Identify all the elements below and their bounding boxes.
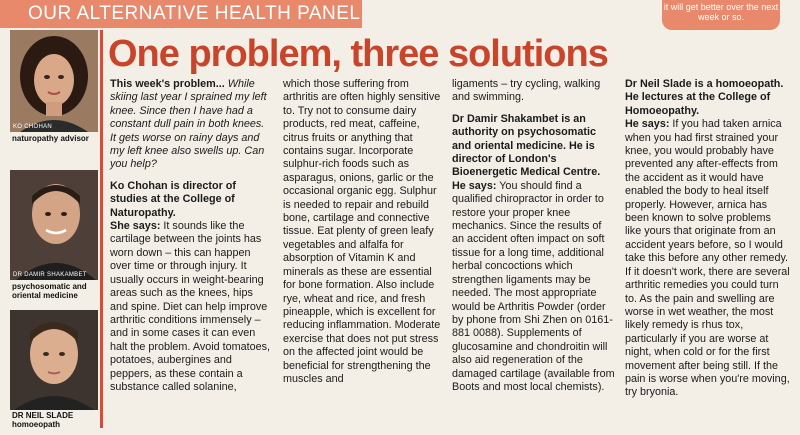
- article-headline: One problem, three solutions: [108, 33, 608, 75]
- article-column-4: [625, 78, 790, 400]
- answer-text: If you had taken arnica when you had first strained your knee, you would probably have prevented any after-effects from the accident as it would have enabled the body to heal itself properly. However, arnica has been known to solve problems like yours that originate from an accident years before, so I would take this before any other remedy. If it doesn't work, there are several arthritic remedies you could turn to. As the pain and swelling are worse in wet weather, the most likely remedy is rhus tox, particularly if you are worse at night, when cold or for the first movement after being still. If the pain is worse when you're moving, try bryonia.: [625, 118, 790, 399]
- expert-answer: [110, 220, 272, 394]
- portrait-caption: psychosomatic and oriental medicine: [12, 282, 87, 300]
- expert-intro: [625, 78, 790, 118]
- portrait-image: [10, 310, 98, 410]
- portrait-ko-chohan: [10, 30, 98, 132]
- article-column-1: [110, 78, 272, 394]
- corner-note: it will get better over the next week or so.: [662, 0, 780, 30]
- problem-lead: This week's problem...: [110, 78, 225, 90]
- portrait-role: homoeopath: [12, 420, 60, 429]
- portrait-caption: [12, 411, 73, 429]
- portrait-neil-slade: [10, 310, 98, 410]
- expert-intro-text: Ko Chohan is director of studies at the College of Naturopathy.: [110, 179, 236, 219]
- expert-intro: [452, 113, 616, 180]
- problem-text: While skiing last year I sprained my left knee. Since then I have had a constant dull pain in both knees. It gets worse on rainy days and my left knee also swells up. Can you help?: [110, 78, 267, 171]
- portrait-name-tag: KO CHOHAN: [13, 124, 53, 130]
- portrait-name-tag: DR DAMIR SHAKAMBET: [13, 272, 87, 278]
- portrait-damir-shakambet: [10, 170, 98, 280]
- expert-answer: [452, 180, 616, 395]
- answer-text: ligaments – try cycling, walking and swimming.: [452, 78, 601, 104]
- says-label: He says:: [625, 118, 670, 131]
- banner-title: OUR ALTERNATIVE HEALTH PANEL: [28, 3, 361, 24]
- article-column-3: [452, 78, 616, 394]
- section-banner: [0, 0, 362, 28]
- portrait-image: [10, 30, 98, 132]
- says-label: He says:: [452, 179, 497, 192]
- portrait-name: DR NEIL SLADE: [12, 411, 74, 420]
- portrait-caption: naturopathy advisor: [12, 134, 89, 143]
- expert-intro-text: Dr Neil Slade is a homoeopath. He lectures at the College of Homoeopathy.: [625, 78, 784, 117]
- portrait-image: [10, 170, 98, 280]
- panel-sidebar: [10, 30, 98, 429]
- answer-text: You should find a qualified chiropractor in order to restore your proper knee mechanics. Since the results of an accident often impact on soft tissue for a long time, additional herbal concoctions which strengthen ligaments may be needed. The most appropriate would be Arthritis Powder (order by phone from Shi Zhen on 0161-881 0088). Supplements of glucosamine and chondroitin will also aid regeneration of the damaged cartilage (available from Boots and most local chemists).: [452, 179, 615, 393]
- answer-text: which those suffering from arthritis are often highly sensitive to. Try not to consume dairy products, red meat, caffeine, citrus fruits or anything that contains sugar. Incorporate sulphur-rich foods such as asparagus, onions, garlic or the occasional organic egg. Sulphur is needed to repair and rebuild bone, cartilage and connective tissue. Eat plenty of green leafy vegetables and alfalfa for absorption of Vitamin K and minerals as these are essential for bone formation. Also include rye, wheat and rice, and fresh pineapple, which is excellent for reducing inflammation. Moderate exercise that does not put stress on the affected joint would be beneficial for strengthening the muscles and: [283, 78, 441, 385]
- problem-paragraph: [110, 78, 272, 172]
- divider-rule: [100, 30, 103, 428]
- expert-intro-text: Dr Damir Shakambet is an authority on psychosomatic and oriental medicine. He is director of London's Bioenergetic Medical Centre.: [452, 112, 601, 179]
- expert-intro: [110, 180, 272, 220]
- answer-text: It sounds like the cartilage between the joints has worn down – this can happen over time or through injury. It usually occurs in weight-bearing areas such as the knees, hips and spine. Diet can help improve arthritic conditions immensely – and in some cases it can even halt the problem. Avoid tomatoes, potatoes, aubergines and peppers, as these contain a substance called solanine,: [110, 220, 271, 393]
- article-column-2: [283, 78, 443, 386]
- expert-answer: [625, 118, 790, 400]
- says-label: She says:: [110, 220, 161, 233]
